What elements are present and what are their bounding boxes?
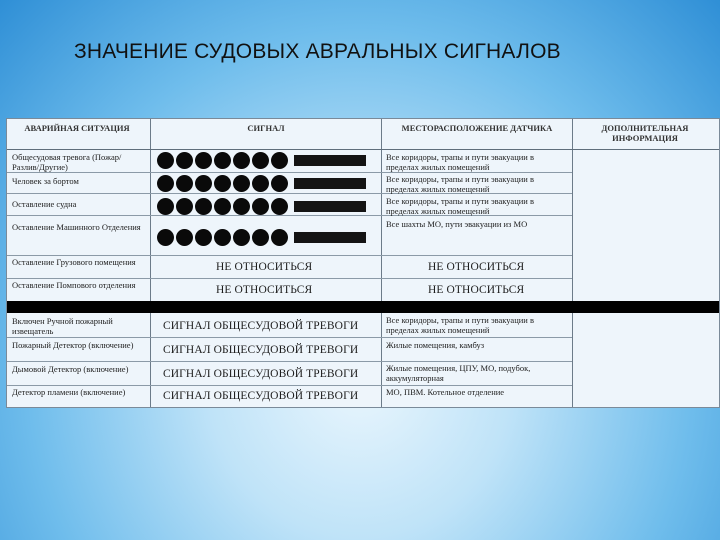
situation-cell: Общесудовая тревога (Пожар/Разлив/Другие) <box>12 152 122 172</box>
situation-cell: Оставление судна <box>12 199 77 209</box>
location-na: НЕ ОТНОСИТЬСЯ <box>428 261 525 273</box>
signal-pattern <box>157 198 366 215</box>
location-cell: Все коридоры, трапы и пути эвакуации в пределах жилых помещений <box>386 196 534 216</box>
header-location: МЕСТОРАСПОЛОЖЕНИЕ ДАТЧИКА <box>401 123 553 133</box>
signal-pattern <box>157 152 366 169</box>
signal-pattern <box>157 229 366 246</box>
slide-title: ЗНАЧЕНИЕ СУДОВЫХ АВРАЛЬНЫХ СИГНАЛОВ <box>74 40 561 63</box>
location-na: НЕ ОТНОСИТЬСЯ <box>428 284 525 296</box>
location-cell: Жилые помещения, камбуз <box>386 340 485 350</box>
alarm-signals-table <box>6 118 720 408</box>
location-cell: Все коридоры, трапы и пути эвакуации в пределах жилых помещений <box>386 315 534 335</box>
situation-cell: Оставление Помпового отделения <box>12 280 136 290</box>
situation-cell: Детектор пламени (включение) <box>12 387 126 397</box>
situation-cell: Дымовой Детектор (включение) <box>12 364 129 374</box>
header-signal: СИГНАЛ <box>247 123 285 133</box>
divider-band <box>7 301 719 313</box>
signal-general-alarm: СИГНАЛ ОБЩЕСУДОВОЙ ТРЕВОГИ <box>163 368 359 380</box>
location-cell: Все шахты МО, пути эвакуации из МО <box>386 219 528 229</box>
situation-cell: Оставление Грузового помещения <box>12 257 136 267</box>
location-cell: Все коридоры, трапы и пути эвакуации в пределах жилых помещений <box>386 152 534 172</box>
header-info: ДОПОЛНИТЕЛЬНАЯ ИНФОРМАЦИЯ <box>601 123 689 143</box>
situation-cell: Пожарный Детектор (включение) <box>12 340 134 350</box>
location-cell: МО, ПВМ. Котельное отделение <box>386 387 505 397</box>
signal-general-alarm: СИГНАЛ ОБЩЕСУДОВОЙ ТРЕВОГИ <box>163 320 359 332</box>
location-cell: Все коридоры, трапы и пути эвакуации в пределах жилых помещений <box>386 174 534 194</box>
location-cell: Жилые помещения, ЦПУ, МО, подубок, аккумуляторная <box>386 363 531 383</box>
situation-cell: Человек за бортом <box>12 176 79 186</box>
signal-general-alarm: СИГНАЛ ОБЩЕСУДОВОЙ ТРЕВОГИ <box>163 390 359 402</box>
signal-na: НЕ ОТНОСИТЬСЯ <box>216 284 313 296</box>
situation-cell: Оставление Машинного Отделения <box>12 222 141 232</box>
signal-general-alarm: СИГНАЛ ОБЩЕСУДОВОЙ ТРЕВОГИ <box>163 344 359 356</box>
signal-pattern <box>157 175 366 192</box>
signal-na: НЕ ОТНОСИТЬСЯ <box>216 261 313 273</box>
situation-cell: Включен Ручной пожарный извещатель <box>12 316 113 336</box>
header-situation: АВАРИЙНАЯ СИТУАЦИЯ <box>24 123 130 133</box>
